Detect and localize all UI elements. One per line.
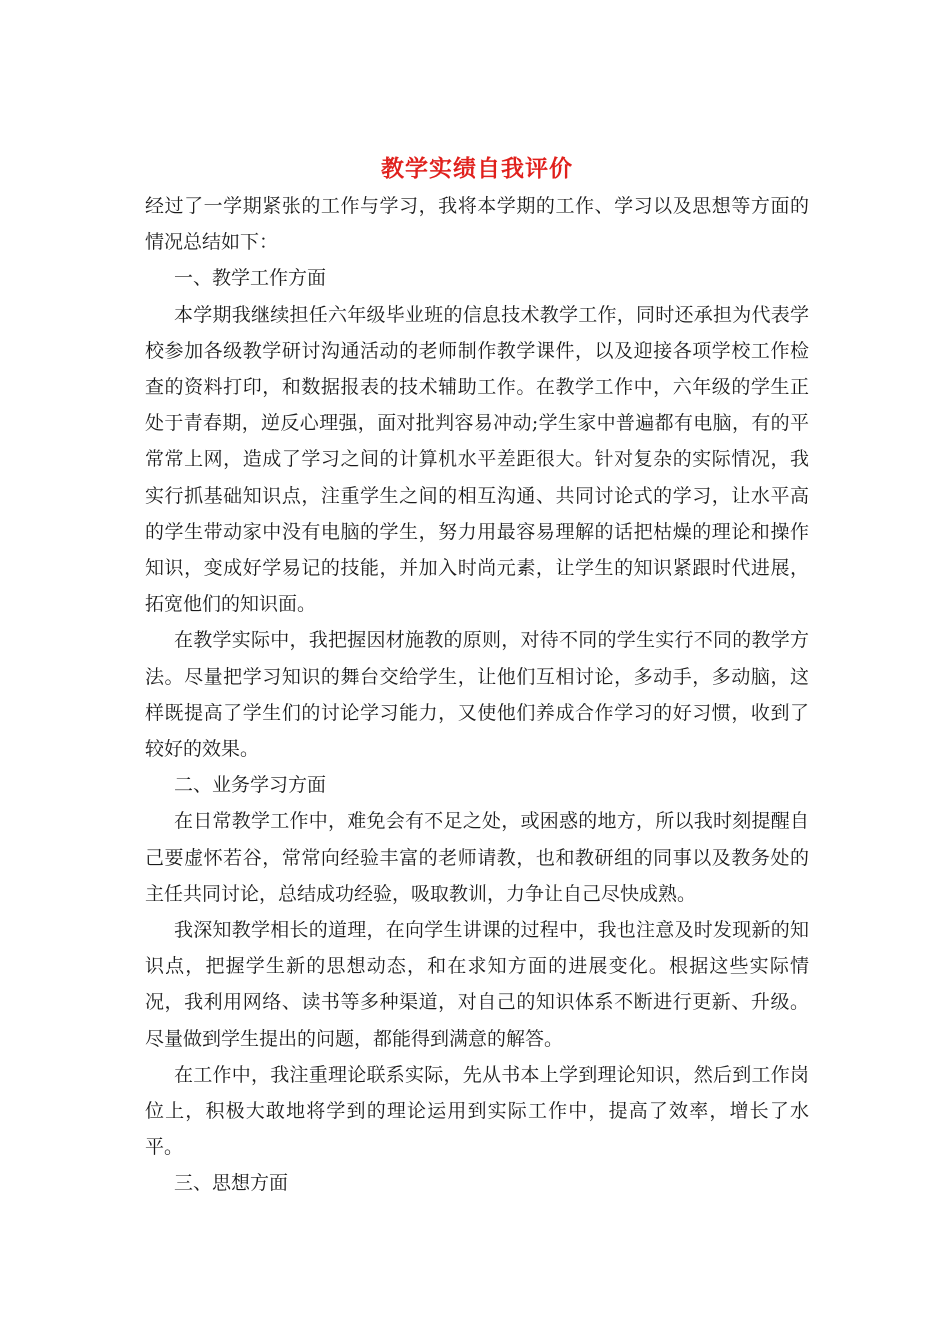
section-heading-thought: 三、思想方面 bbox=[174, 1172, 289, 1195]
paragraph: 本学期我继续担任六年级毕业班的信息技术教学工作，同时还承担为代表学校参加各级教学研讨沟通活动的老师制作教学课件，以及迎接各项学校工作检查的资料打印，和数据报表的技术辅助工作。在教学工作中，六年级的学生正处于青春期，逆反心理强，面对批判容易冲动;学生家中普遍都有电脑，有的平常常上网，造成了学习之间的计算机水平差距很大。针对复杂的实际情况，我实行抓基础知识点，注重学生之间的相互沟通、共同讨论式的学习，让水平高的学生带动家中没有电脑的学生，努力用最容易理解的话把枯燥的理论和操作知识，变成好学易记的技能，并加入时尚元素，让学生的知识紧跟时代进展，拓宽他们的知识面。 bbox=[145, 303, 809, 616]
paragraph: 在工作中，我注重理论联系实际，先从书本上学到理论知识，然后到工作岗位上，积极大敢地将学到的理论运用到实际工作中，提高了效率，增长了水平。 bbox=[145, 1063, 809, 1159]
section-heading-teaching: 一、教学工作方面 bbox=[174, 267, 327, 290]
intro-paragraph: 经过了一学期紧张的工作与学习，我将本学期的工作、学习以及思想等方面的情况总结如下： bbox=[145, 195, 809, 254]
paragraph: 在日常教学工作中，难免会有不足之处，或困惑的地方，所以我时刻提醒自己要虚怀若谷，常常向经验丰富的老师请教，也和教研组的同事以及教务处的主任共同讨论，总结成功经验，吸取教训，力争让自己尽快成熟。 bbox=[145, 810, 809, 905]
document-title: 教学实绩自我评价 bbox=[381, 155, 573, 182]
section-heading-professional-study: 二、业务学习方面 bbox=[174, 774, 327, 797]
paragraph: 我深知教学相长的道理，在向学生讲课的过程中，我也注意及时发现新的知识点，把握学生新的思想动态，和在求知方面的进展变化。根据这些实际情况，我利用网络、读书等多种渠道，对自己的知识体系不断进行更新、升级。尽量做到学生提出的问题，都能得到满意的解答。 bbox=[145, 919, 809, 1050]
document-body bbox=[145, 150, 809, 1202]
paragraph: 在教学实际中，我把握因材施教的原则，对待不同的学生实行不同的教学方法。尽量把学习知识的舞台交给学生，让他们互相讨论，多动手，多动脑，这样既提高了学生们的讨论学习能力，又使他们养成合作学习的好习惯，收到了较好的效果。 bbox=[145, 629, 809, 761]
